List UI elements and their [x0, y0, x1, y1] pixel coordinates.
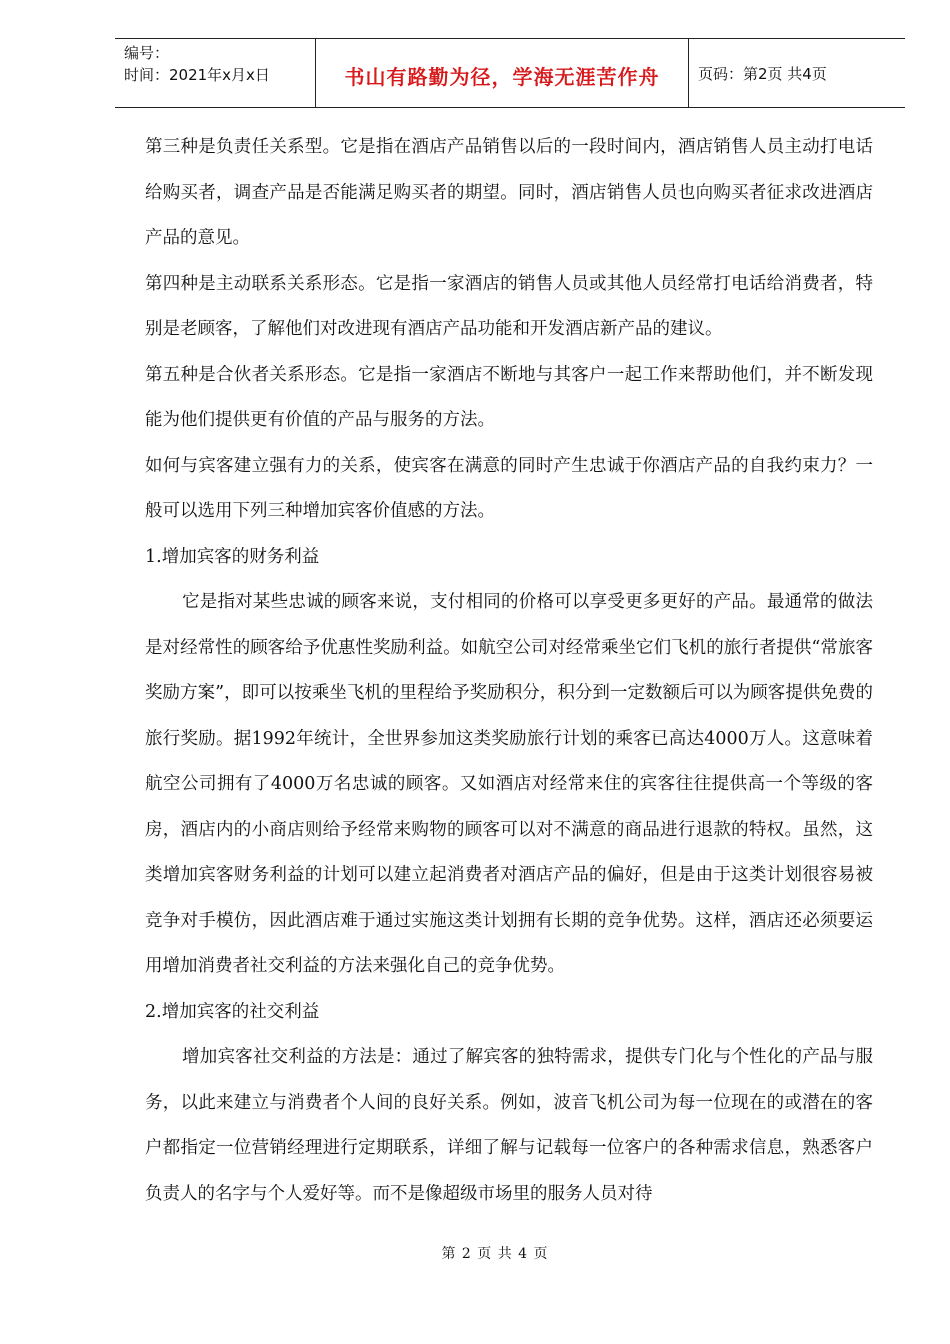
page-header: [115, 38, 905, 108]
time-label: 时间：2021年x月x日: [124, 66, 270, 84]
page-info: 页码：第2页 共4页: [698, 64, 827, 83]
paragraph-intro-methods: 如何与宾客建立强有力的关系，使宾客在满意的同时产生忠诚于你酒店产品的自我约束力？一般可以选用下列三种增加宾客价值感的方法。: [145, 455, 873, 521]
section-heading-social: 2.增加宾客的社交利益: [145, 1001, 320, 1022]
header-motto-cell: [316, 39, 689, 107]
header-page-cell: [689, 39, 905, 107]
document-body: [145, 125, 873, 1217]
section-heading-financial: 1.增加宾客的财务利益: [145, 546, 320, 567]
paragraph-social-benefits: 增加宾客社交利益的方法是：通过了解宾客的独特需求，提供专门化与个性化的产品与服务，以此来建立与消费者个人间的良好关系。例如，波音飞机公司为每一位现在的或潜在的客户都指定一位营销经理进行定期联系，详细了解与记载每一位客户的各种需求信息，熟悉客户负责人的名字与个人爱好等。而不是像超级市场里的服务人员对待: [145, 1047, 873, 1204]
paragraph-financial-benefits: 它是指对某些忠诚的顾客来说，支付相同的价格可以享受更多更好的产品。最通常的做法是对经常性的顾客给予优惠性奖励利益。如航空公司对经常乘坐它们飞机的旅行者提供“常旅客奖励方案”，即可以按乘坐飞机的里程给予奖励积分，积分到一定数额后可以为顾客提供免费的旅行奖励。据1992年统计，全世界参加这类奖励旅行计划的乘客已高达4000万人。这意味着航空公司拥有了4000万名忠诚的顾客。又如酒店对经常来住的宾客往往提供高一个等级的客房，酒店内的小商店则给予经常来购物的顾客可以对不满意的商品进行退款的特权。虽然，这类增加宾客财务利益的计划可以建立起消费者对酒店产品的偏好，但是由于这类计划很容易被竞争对手模仿，因此酒店难于通过实施这类计划拥有长期的竞争优势。这样，酒店还必须要运用增加消费者社交利益的方法来强化自己的竞争优势。: [145, 592, 873, 976]
page-footer: 第 2 页 共 4 页: [441, 1246, 549, 1262]
number-label: 编号：: [124, 44, 170, 62]
paragraph-type-three: 第三种是负责任关系型。它是指在酒店产品销售以后的一段时间内，酒店销售人员主动打电话给购买者，调查产品是否能满足购买者的期望。同时，酒店销售人员也向购买者征求改进酒店产品的意见。: [145, 137, 873, 248]
motto-text: 书山有路勤为径，学海无涯苦作舟: [344, 64, 660, 89]
paragraph-type-five: 第五种是合伙者关系形态。它是指一家酒店不断地与其客户一起工作来帮助他们，并不断发现能为他们提供更有价值的产品与服务的方法。: [145, 364, 873, 430]
paragraph-type-four: 第四种是主动联系关系形态。它是指一家酒店的销售人员或其他人员经常打电话给消费者，特别是老顾客，了解他们对改进现有酒店产品功能和开发酒店新产品的建议。: [145, 273, 873, 339]
header-meta-cell: [115, 39, 316, 107]
